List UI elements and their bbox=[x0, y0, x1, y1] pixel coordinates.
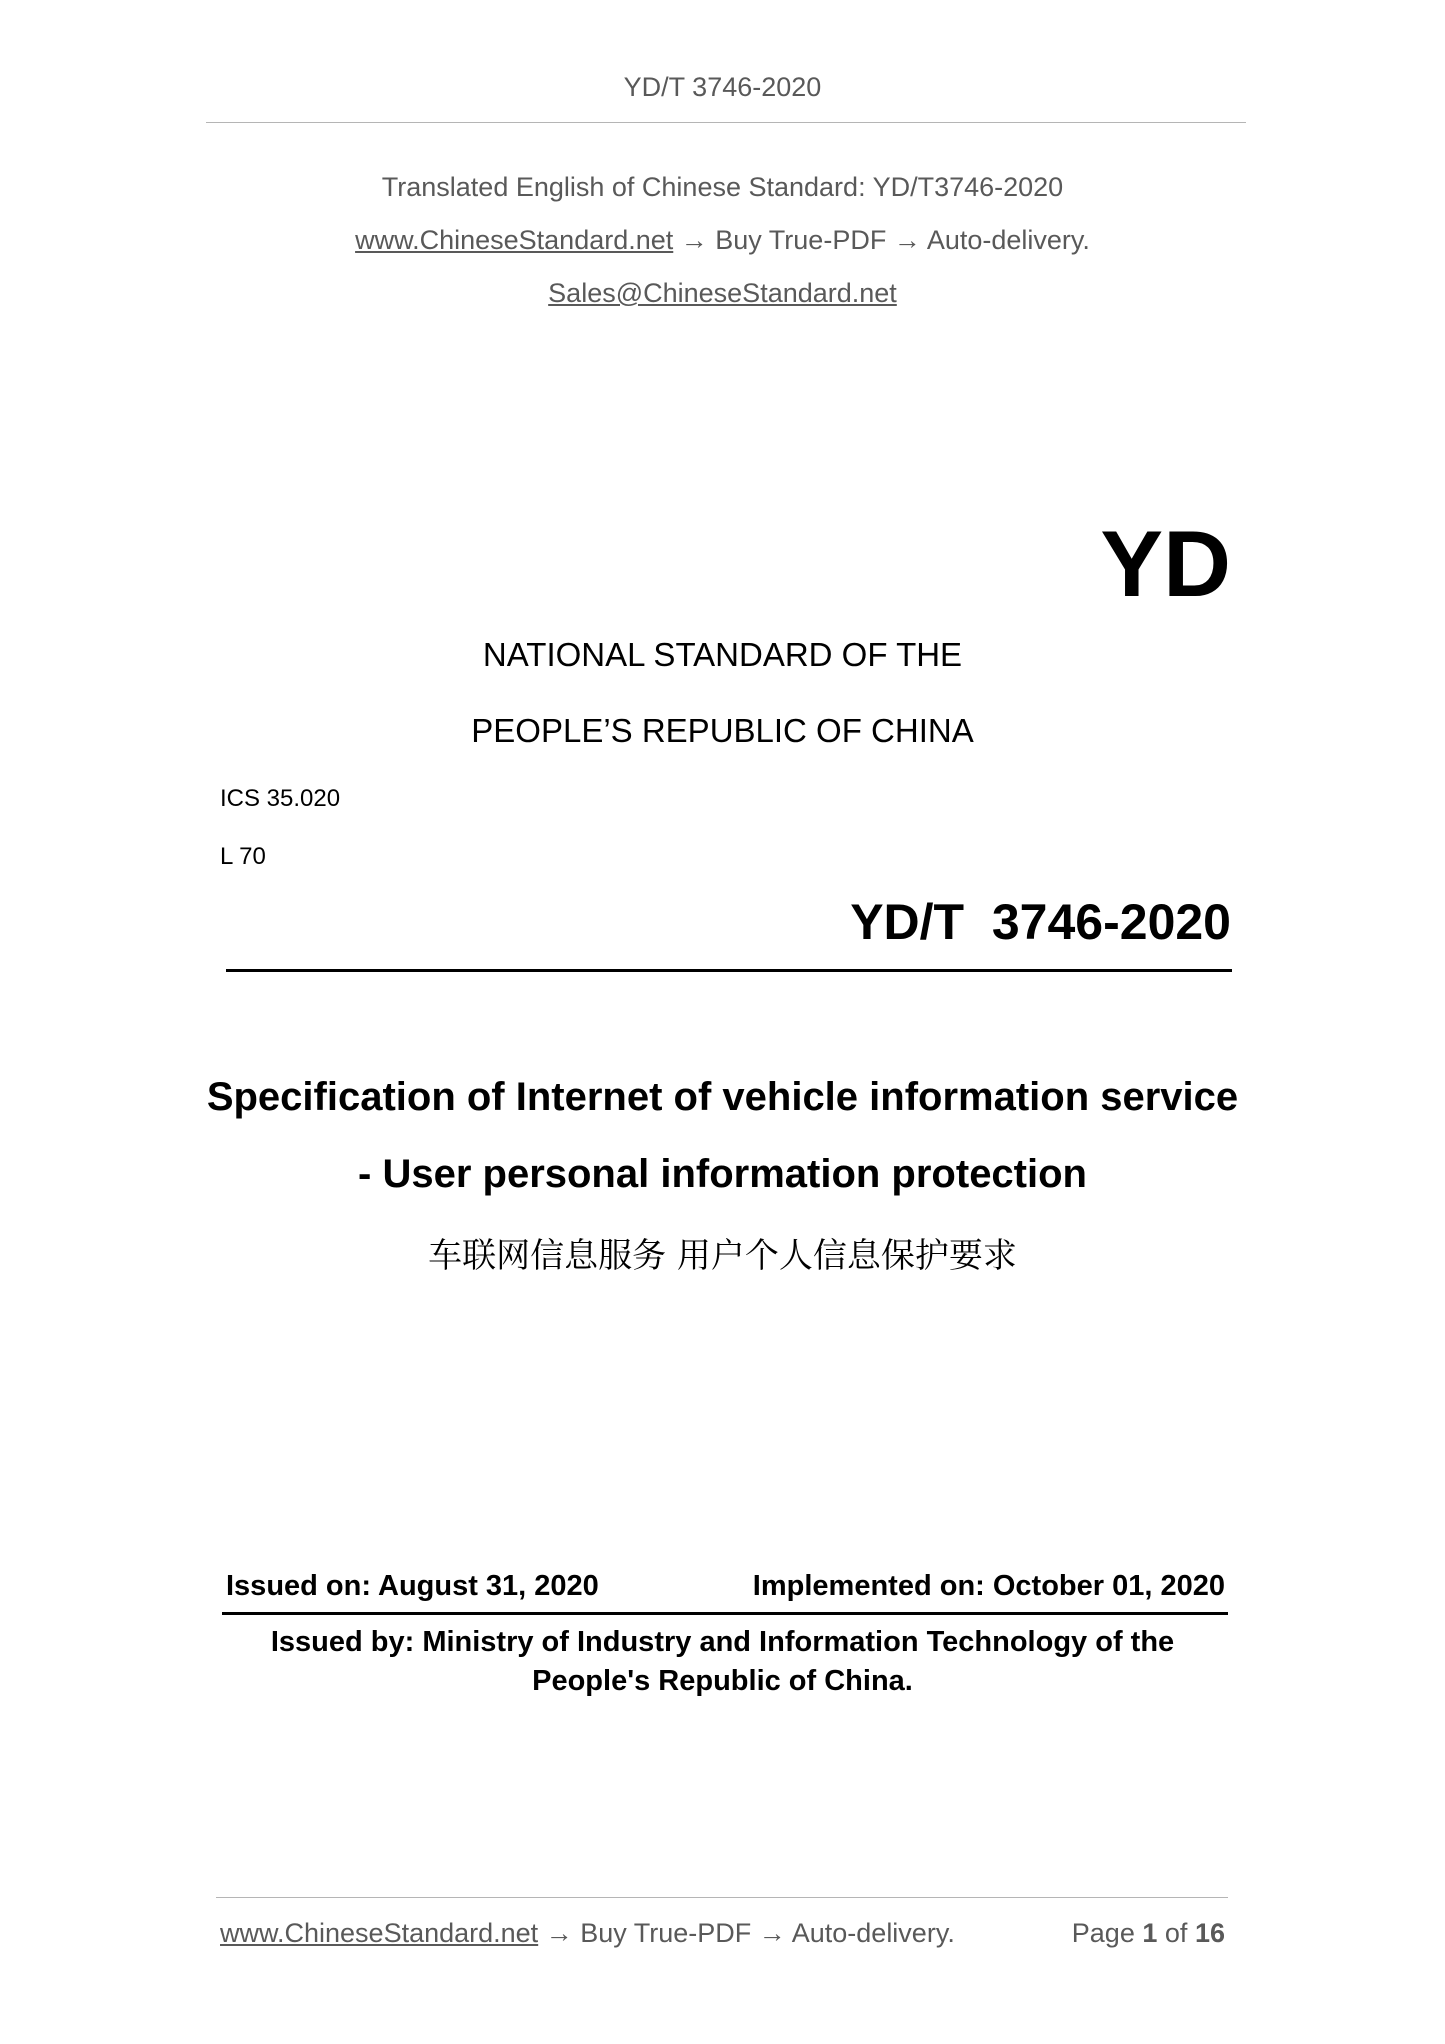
sales-email-link[interactable]: Sales@ChineseStandard.net bbox=[548, 278, 897, 308]
standard-category-mark: YD bbox=[1100, 511, 1231, 616]
page-label: Page bbox=[1071, 1918, 1135, 1948]
sales-contact bbox=[0, 278, 1445, 309]
issuer-line-2: People's Republic of China. bbox=[532, 1665, 913, 1697]
site-link[interactable]: www.ChineseStandard.net bbox=[355, 225, 674, 255]
purchase-line bbox=[0, 225, 1445, 256]
footer-purchase-text: → Buy True-PDF → Auto-delivery. bbox=[538, 1918, 955, 1948]
standard-number: YD/T 3746-2020 bbox=[850, 894, 1231, 950]
implemented-date: Implemented on: October 01, 2020 bbox=[752, 1570, 1225, 1602]
issuer-line-1: Issued by: Ministry of Industry and Information Technology of the bbox=[270, 1626, 1175, 1658]
translation-notice: Translated English of Chinese Standard: YD/T3746-2020 bbox=[381, 172, 1064, 202]
purchase-text: → Buy True-PDF → Auto-delivery. bbox=[673, 225, 1090, 255]
issued-date: Issued on: August 31, 2020 bbox=[226, 1570, 599, 1602]
footer-site-link[interactable]: www.ChineseStandard.net bbox=[220, 1918, 539, 1948]
standard-number-divider bbox=[226, 969, 1232, 972]
page-indicator bbox=[1072, 1918, 1225, 1949]
running-header: YD/T 3746-2020 bbox=[623, 72, 822, 102]
national-standard-line-2: PEOPLE’S REPUBLIC OF CHINA bbox=[471, 712, 974, 749]
total-pages-number: 16 bbox=[1194, 1918, 1225, 1948]
document-title-chinese: 车联网信息服务 用户个人信息保护要求 bbox=[428, 1236, 1017, 1276]
footer-purchase-line bbox=[220, 1918, 955, 1949]
document-title-line-2: - User personal information protection bbox=[358, 1152, 1087, 1196]
classification-code: L 70 bbox=[220, 843, 266, 870]
issued-divider bbox=[222, 1612, 1228, 1615]
header-divider bbox=[206, 122, 1246, 123]
national-standard-line-1: NATIONAL STANDARD OF THE bbox=[482, 636, 963, 673]
of-label: of bbox=[1164, 1918, 1188, 1948]
document-title-line-1: Specification of Internet of vehicle information service bbox=[206, 1075, 1239, 1119]
current-page-number: 1 bbox=[1142, 1918, 1158, 1948]
ics-code: ICS 35.020 bbox=[220, 785, 341, 812]
footer-divider bbox=[216, 1897, 1228, 1898]
